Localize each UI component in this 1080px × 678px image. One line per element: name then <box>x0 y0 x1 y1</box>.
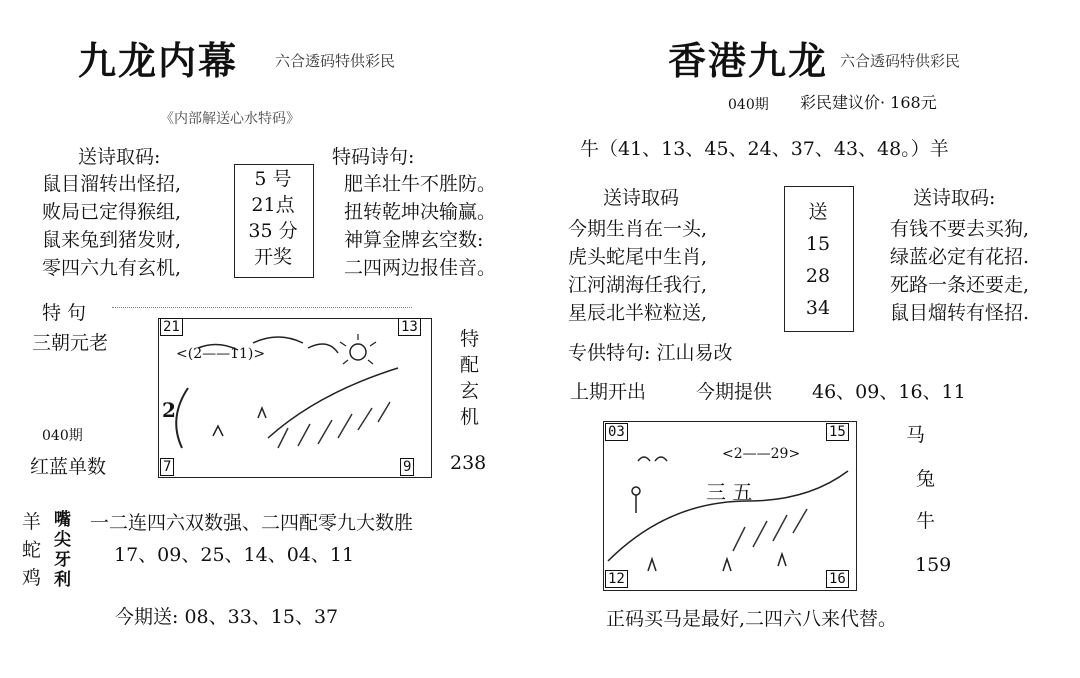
zodiac-right-3: 牛 <box>916 510 936 532</box>
special-verse: 专供特句: 江山易改 <box>568 342 733 364</box>
zodiac-char: 鸡 <box>22 567 42 589</box>
send-box-values <box>786 196 850 324</box>
right-poem-line: 今期生肖在一头, <box>568 218 708 240</box>
single-label: 红蓝单数 <box>30 456 107 478</box>
right-poem-line: 死路一条还要走, <box>890 274 1030 296</box>
left-corner-tr: 13 <box>398 318 421 336</box>
right-corner-tl: 03 <box>605 423 628 441</box>
right-image-text: <2——29> <box>722 446 801 462</box>
right-poem-header-left: 送诗取码 <box>603 187 680 209</box>
verse-label: 特 句 <box>42 302 87 324</box>
draw-time-line: 35 分 <box>248 220 298 242</box>
left-corner-br: 9 <box>400 458 414 476</box>
right-poem-line: 虎头蛇尾中生肖, <box>568 246 708 268</box>
zodiac-right-1: 马 <box>906 424 926 446</box>
right-poem-right <box>890 215 1029 327</box>
draw-time-line: 开奖 <box>253 246 292 268</box>
zodiac-left <box>22 508 41 592</box>
zodiac-v-char: 牙 <box>54 550 71 570</box>
left-subtitle: 六合透码特供彩民 <box>275 52 396 70</box>
side-char: 配 <box>460 354 480 376</box>
draw-time <box>240 166 306 270</box>
right-poem-line: 星辰北半粒粒送, <box>568 302 708 324</box>
right-numbers-line: 牛（41、13、45、24、37、43、48。）羊 <box>580 138 949 160</box>
right-poem-line: 江河湖海任我行, <box>568 274 708 296</box>
draw-time-line: 5 号 <box>254 168 292 190</box>
special-header: 特码诗句: <box>332 146 415 168</box>
right-title: 香港九龙 <box>668 38 829 83</box>
right-image-chars: 三 五 <box>706 480 753 504</box>
side-vertical-text <box>460 326 479 430</box>
special-line: 肥羊壮牛不胜防。 <box>344 173 497 195</box>
right-price: 彩民建议价· 168元 <box>800 93 937 112</box>
side-char: 机 <box>460 406 480 428</box>
right-corner-bl: 12 <box>605 570 628 588</box>
side-char: 特 <box>460 328 480 350</box>
side-char: 玄 <box>460 380 480 402</box>
zodiac-char: 羊 <box>22 511 42 533</box>
left-title: 九龙内幕 <box>78 38 239 83</box>
right-poem-line: 鼠目熘转有怪招. <box>890 302 1030 324</box>
right-subtitle: 六合透码特供彩民 <box>840 52 961 70</box>
right-corner-tr: 15 <box>826 423 849 441</box>
last-label: 上期开出 <box>570 381 647 403</box>
send-box-line: 送 <box>808 201 828 223</box>
send-line: 今期送: 08、33、15、37 <box>115 606 339 628</box>
draw-time-line: 21点 <box>251 194 295 216</box>
single-value: 238 <box>450 452 487 474</box>
special-poem <box>344 170 496 282</box>
this-numbers: 46、09、16、11 <box>812 381 966 403</box>
left-corner-tl: 21 <box>160 318 183 336</box>
num-159: 159 <box>915 554 952 576</box>
zodiac-v-char: 尖 <box>54 530 71 550</box>
zodiac-vertical <box>54 510 71 590</box>
left-poem-line: 鼠目溜转出怪招, <box>42 173 182 195</box>
left-poem-line: 败局已定得猴组, <box>42 201 182 223</box>
verse-sub: 三朝元老 <box>32 332 109 354</box>
special-line: 扭转乾坤决输赢。 <box>344 201 497 223</box>
left-tagline: 《内部解送心水特码》 <box>160 111 300 127</box>
left-numbers-line: 17、09、25、14、04、11 <box>114 544 355 566</box>
right-corner-br: 16 <box>826 570 849 588</box>
right-poem-line: 有钱不要去买狗, <box>890 218 1030 240</box>
left-corner-bl: 7 <box>160 458 174 476</box>
left-image-num: 2 <box>162 398 176 422</box>
left-landscape-sketch <box>158 318 430 476</box>
send-box-line: 28 <box>805 265 831 287</box>
this-label: 今期提供 <box>696 381 773 403</box>
right-issue: 040期 <box>728 97 769 113</box>
right-footer: 正码买马是最好,二四六八来代替。 <box>606 608 898 630</box>
zodiac-char: 蛇 <box>22 539 42 561</box>
special-line: 神算金牌玄空数: <box>344 229 484 251</box>
left-poem-line: 零四六九有玄机, <box>42 257 182 279</box>
special-line: 二四两边报佳音。 <box>344 257 497 279</box>
verse-underline <box>112 307 412 308</box>
left-issue: 040期 <box>42 428 83 444</box>
left-poem-header: 送诗取码: <box>78 146 161 168</box>
send-box-line: 34 <box>805 297 831 319</box>
rule-line: 一二连四六双数强、二四配零九大数胜 <box>90 512 414 534</box>
left-poem-line: 鼠来兔到猪发财, <box>42 229 182 251</box>
send-box-line: 15 <box>805 233 831 255</box>
zodiac-v-char: 嘴 <box>54 510 71 530</box>
zodiac-right-2: 兔 <box>916 468 936 490</box>
right-poem-left <box>568 215 707 327</box>
right-poem-line: 绿蓝必定有花招. <box>890 246 1030 268</box>
right-poem-header-right: 送诗取码: <box>913 187 996 209</box>
left-poem <box>42 170 181 282</box>
left-image-text: <(2——11)> <box>176 346 266 362</box>
zodiac-v-char: 利 <box>54 570 71 590</box>
